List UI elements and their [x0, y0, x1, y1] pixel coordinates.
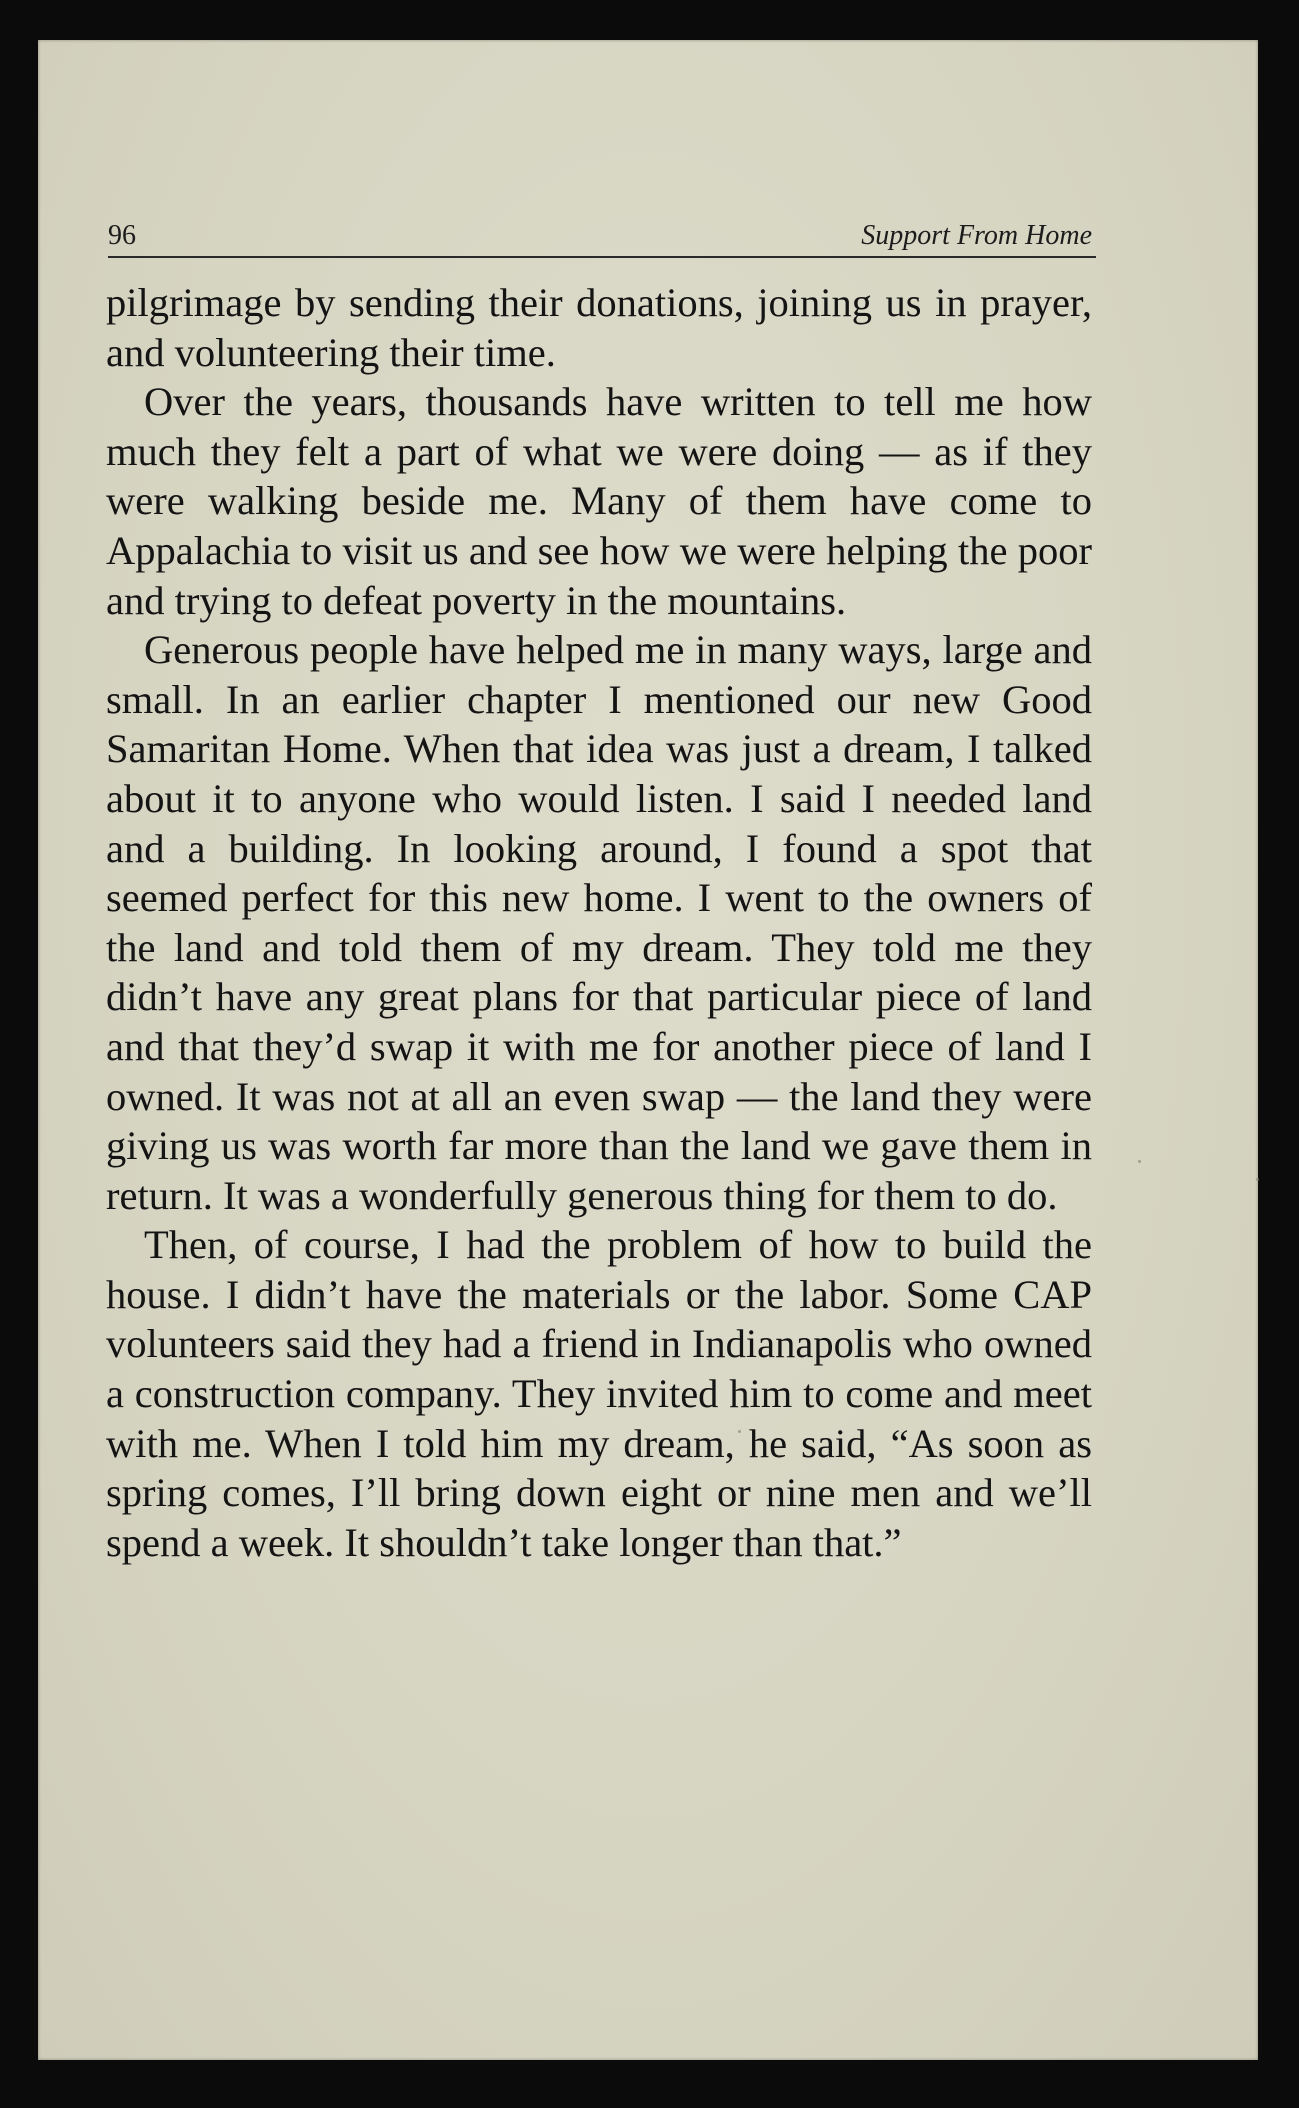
body-text — [106, 278, 1092, 1567]
paragraph: Then, of course, I had the problem of how to build the house. I didn’t have the materials or the labor. Some CAP volunteers said they had a friend in Indianapolis who owned a construction company. They invited him to come and meet with me. When I told him my dream, he said, “As soon as spring comes, I’ll bring down eight or nine men and we’ll spend a week. It shouldn’t take longer than that.” — [106, 1222, 1092, 1565]
paper-speck — [1138, 1160, 1141, 1163]
paragraph-continued: pilgrimage by sending their donations, joining us in prayer, and volunteering their time. — [106, 280, 1092, 375]
page-header — [108, 210, 1096, 258]
paragraph: Generous people have helped me in many ways, large and small. In an earlier chapter I mentioned our new Good Samaritan Home. When that idea was just a dream, I talked about it to anyone who would listen. I said I needed land and a building. In looking around, I found a spot that seemed perfect for this new home. I went to the owners of the land and told them of my dream. They told me they didn’t have any great plans for that particular piece of land and that they’d swap it with me for another piece of land I owned. It was not at all an even swap — the land they were giving us was worth far more than the land we gave them in return. It was a wonderfully generous thing for them to do. — [106, 627, 1092, 1218]
page-number: 96 — [108, 220, 136, 251]
paragraph: Over the years, thousands have written to tell me how much they felt a part of what we were doing — as if they were walking beside me. Many of them have come to Appalachia to visit us and see how we were helping the poor and trying to defeat poverty in the mountains. — [106, 379, 1092, 623]
running-head-chapter-title: Support From Home — [861, 220, 1092, 251]
paper-speck — [1256, 1178, 1259, 1181]
